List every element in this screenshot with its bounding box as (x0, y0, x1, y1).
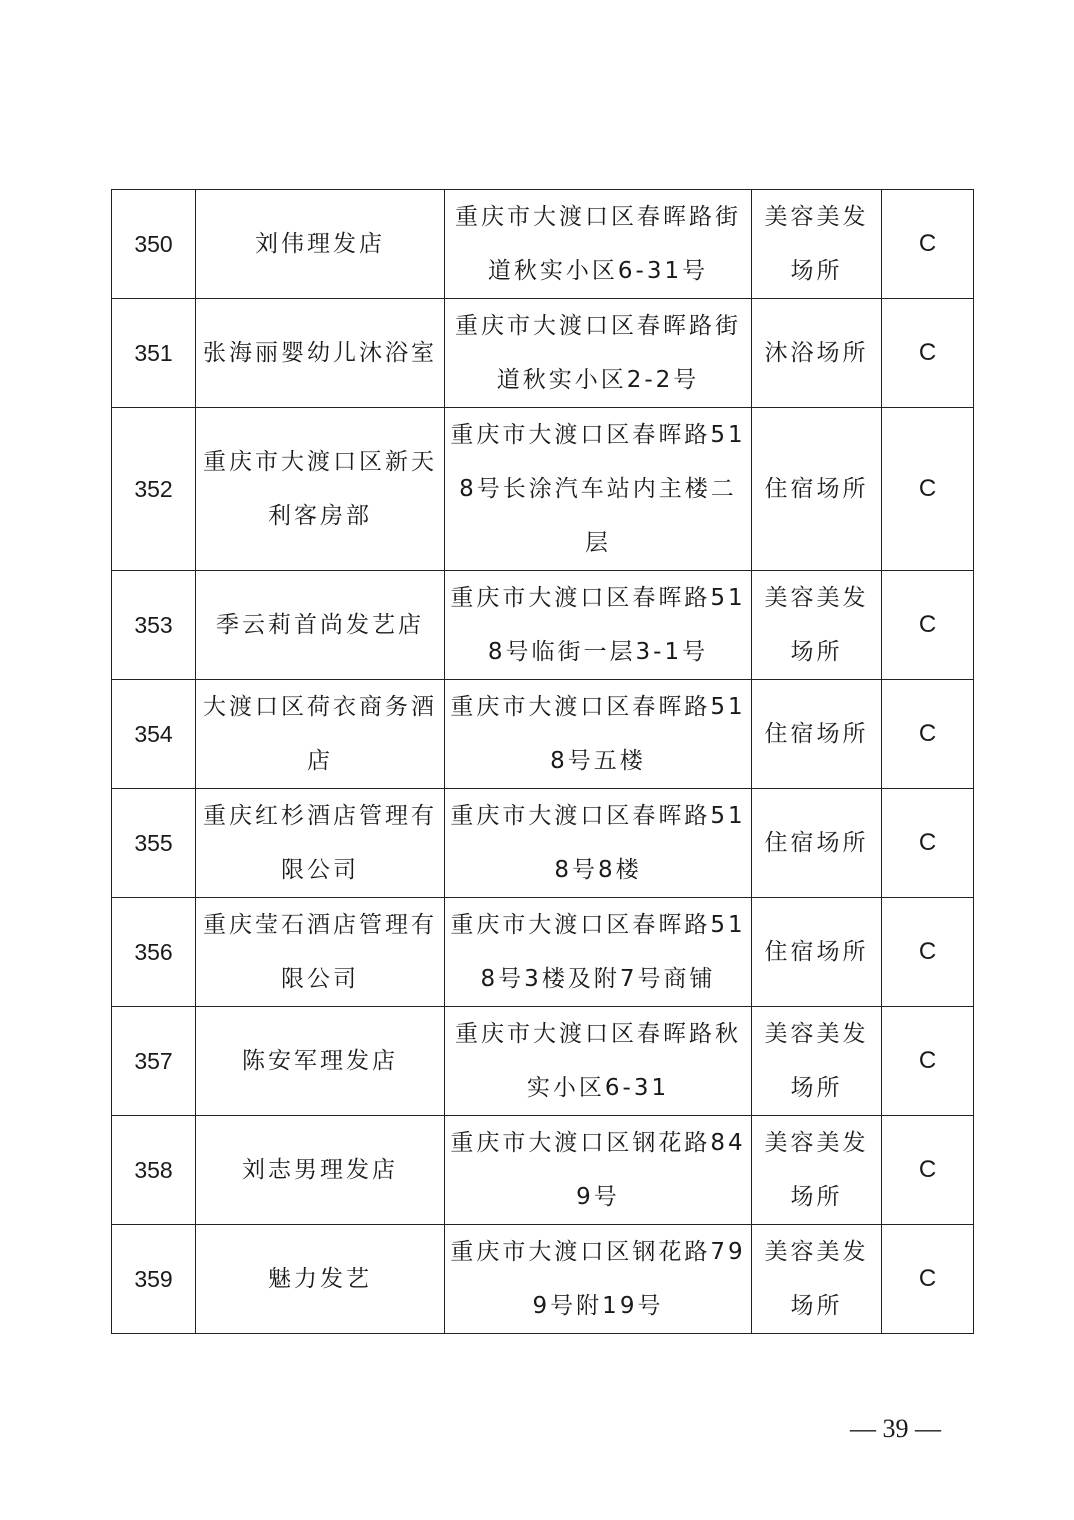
table-row (112, 898, 974, 1007)
row-number-cell: 350 (112, 190, 196, 299)
establishment-type-cell: 美容美发场所 (752, 1007, 882, 1116)
grade-cell: C (882, 299, 974, 408)
row-number-cell: 352 (112, 408, 196, 571)
table-row (112, 190, 974, 299)
address-cell: 重庆市大渡口区春晖路518号3楼及附7号商铺 (445, 898, 752, 1007)
row-number-cell: 358 (112, 1116, 196, 1225)
table-row (112, 1007, 974, 1116)
grade-cell: C (882, 408, 974, 571)
establishment-type-cell: 美容美发场所 (752, 571, 882, 680)
establishment-name-cell: 魅力发艺 (196, 1225, 445, 1334)
grade-cell: C (882, 190, 974, 299)
grade-cell: C (882, 898, 974, 1007)
establishment-name-cell: 重庆市大渡口区新天利客房部 (196, 408, 445, 571)
table-row (112, 571, 974, 680)
establishment-type-cell: 沐浴场所 (752, 299, 882, 408)
address-cell: 重庆市大渡口区春晖路街道秋实小区2-2号 (445, 299, 752, 408)
row-number-cell: 354 (112, 680, 196, 789)
establishment-name-cell: 张海丽婴幼儿沐浴室 (196, 299, 445, 408)
row-number-cell: 357 (112, 1007, 196, 1116)
row-number-cell: 351 (112, 299, 196, 408)
row-number-cell: 359 (112, 1225, 196, 1334)
establishment-type-cell: 美容美发场所 (752, 1116, 882, 1225)
establishment-type-cell: 住宿场所 (752, 680, 882, 789)
address-cell: 重庆市大渡口区春晖路秋实小区6-31 (445, 1007, 752, 1116)
establishment-type-cell: 住宿场所 (752, 898, 882, 1007)
table-row (112, 1225, 974, 1334)
grade-cell: C (882, 1225, 974, 1334)
establishment-name-cell: 陈安军理发店 (196, 1007, 445, 1116)
address-cell: 重庆市大渡口区春晖路518号8楼 (445, 789, 752, 898)
grade-cell: C (882, 1116, 974, 1225)
establishment-name-cell: 重庆红杉酒店管理有限公司 (196, 789, 445, 898)
address-cell: 重庆市大渡口区春晖路518号临街一层3-1号 (445, 571, 752, 680)
grade-cell: C (882, 789, 974, 898)
table-row (112, 299, 974, 408)
address-cell: 重庆市大渡口区钢花路849号 (445, 1116, 752, 1225)
table-row (112, 680, 974, 789)
establishment-name-cell: 大渡口区荷衣商务酒店 (196, 680, 445, 789)
establishment-table (111, 189, 974, 1334)
establishment-type-cell: 美容美发场所 (752, 190, 882, 299)
grade-cell: C (882, 680, 974, 789)
establishment-name-cell: 刘伟理发店 (196, 190, 445, 299)
establishment-type-cell: 住宿场所 (752, 789, 882, 898)
establishment-type-cell: 住宿场所 (752, 408, 882, 571)
table-body (112, 190, 974, 1334)
establishment-name-cell: 重庆莹石酒店管理有限公司 (196, 898, 445, 1007)
row-number-cell: 355 (112, 789, 196, 898)
address-cell: 重庆市大渡口区春晖路518号五楼 (445, 680, 752, 789)
row-number-cell: 353 (112, 571, 196, 680)
establishment-name-cell: 刘志男理发店 (196, 1116, 445, 1225)
table-row (112, 408, 974, 571)
row-number-cell: 356 (112, 898, 196, 1007)
address-cell: 重庆市大渡口区春晖路街道秋实小区6-31号 (445, 190, 752, 299)
table-row (112, 789, 974, 898)
establishment-type-cell: 美容美发场所 (752, 1225, 882, 1334)
address-cell: 重庆市大渡口区春晖路518号长涂汽车站内主楼二层 (445, 408, 752, 571)
grade-cell: C (882, 571, 974, 680)
address-cell: 重庆市大渡口区钢花路799号附19号 (445, 1225, 752, 1334)
table-row (112, 1116, 974, 1225)
page-number: — 39 — (850, 1414, 941, 1443)
establishment-name-cell: 季云莉首尚发艺店 (196, 571, 445, 680)
grade-cell: C (882, 1007, 974, 1116)
